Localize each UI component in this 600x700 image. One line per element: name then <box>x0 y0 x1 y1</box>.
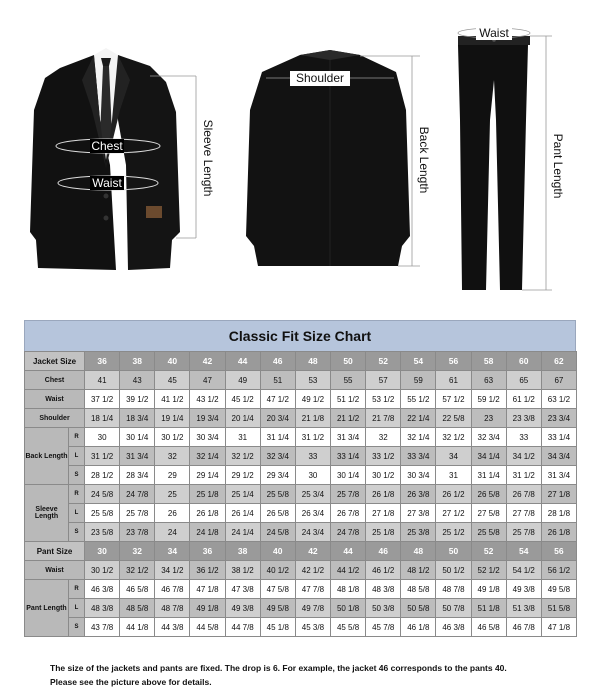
table-cell: 32 1/2 <box>120 561 155 580</box>
table-cell: 31 3/4 <box>120 447 155 466</box>
table-cell: 32 1/2 <box>225 447 260 466</box>
table-cell: 51 5/8 <box>541 599 576 618</box>
table-cell: 46 7/8 <box>155 580 190 599</box>
size-header-cell: 52 <box>366 352 401 371</box>
table-cell: 38 1/2 <box>225 561 260 580</box>
table-cell: 30 1/2 <box>85 561 120 580</box>
table-cell: 23 3/4 <box>541 409 576 428</box>
jacket-back-figure <box>246 50 431 266</box>
row-sublabel: R <box>69 428 85 447</box>
table-cell: 65 <box>506 371 541 390</box>
table-cell: 49 3/8 <box>506 580 541 599</box>
table-cell: 25 3/8 <box>401 523 436 542</box>
size-header-cell: 62 <box>541 352 576 371</box>
table-cell: 48 7/8 <box>436 580 471 599</box>
row-sublabel: L <box>69 504 85 523</box>
table-cell: 29 1/2 <box>225 466 260 485</box>
table-cell: 25 7/8 <box>331 485 366 504</box>
table-cell: 30 3/4 <box>190 428 225 447</box>
table-cell: 30 1/2 <box>155 428 190 447</box>
table-cell: 45 5/8 <box>331 618 366 637</box>
size-header-row <box>25 352 577 371</box>
size-header-label: Jacket Size <box>25 352 85 371</box>
table-cell: 46 5/8 <box>471 618 506 637</box>
table-cell: 53 1/2 <box>366 390 401 409</box>
table-cell: 26 7/8 <box>506 485 541 504</box>
table-cell: 31 3/4 <box>541 466 576 485</box>
table-cell: 29 1/4 <box>190 466 225 485</box>
table-cell: 57 1/2 <box>436 390 471 409</box>
size-header-cell: 46 <box>260 352 295 371</box>
table-cell: 21 7/8 <box>366 409 401 428</box>
table-cell: 26 3/4 <box>295 504 330 523</box>
table-cell: 31 1/2 <box>295 428 330 447</box>
table-cell: 19 1/4 <box>155 409 190 428</box>
table-cell: 32 <box>366 428 401 447</box>
table-cell: 23 5/8 <box>85 523 120 542</box>
footnote-line-1: The size of the jackets and pants are fixed. The drop is 6. For example, the jacket 46 corresponds to the pants 40. <box>50 663 507 673</box>
table-cell: 24 <box>155 523 190 542</box>
size-header-cell: 30 <box>85 542 120 561</box>
chart-title: Classic Fit Size Chart <box>24 320 576 351</box>
table-cell: 67 <box>541 371 576 390</box>
size-header-cell: 46 <box>366 542 401 561</box>
table-row <box>25 466 577 485</box>
table-cell: 30 1/4 <box>120 428 155 447</box>
table-cell: 52 1/2 <box>471 561 506 580</box>
row-sublabel: L <box>69 447 85 466</box>
table-cell: 33 <box>295 447 330 466</box>
table-cell: 50 7/8 <box>436 599 471 618</box>
table-cell: 49 7/8 <box>295 599 330 618</box>
table-cell: 19 3/4 <box>190 409 225 428</box>
row-label: Pant Length <box>25 580 69 637</box>
size-header-cell: 60 <box>506 352 541 371</box>
size-header-cell: 54 <box>401 352 436 371</box>
table-cell: 43 1/2 <box>190 390 225 409</box>
table-cell: 22 1/4 <box>401 409 436 428</box>
table-cell: 26 1/8 <box>190 504 225 523</box>
row-label: Waist <box>25 561 85 580</box>
table-cell: 51 1/8 <box>471 599 506 618</box>
table-cell: 24 5/8 <box>260 523 295 542</box>
table-cell: 48 1/2 <box>401 561 436 580</box>
table-cell: 41 1/2 <box>155 390 190 409</box>
size-header-cell: 36 <box>190 542 225 561</box>
table-cell: 49 1/2 <box>295 390 330 409</box>
table-cell: 34 1/2 <box>506 447 541 466</box>
table-cell: 46 1/2 <box>366 561 401 580</box>
table-cell: 25 1/4 <box>225 485 260 504</box>
row-label: Back Length <box>25 428 69 485</box>
table-cell: 48 3/8 <box>366 580 401 599</box>
table-cell: 24 1/8 <box>190 523 225 542</box>
table-row <box>25 618 577 637</box>
table-cell: 26 5/8 <box>260 504 295 523</box>
table-cell: 44 5/8 <box>190 618 225 637</box>
table-cell: 46 3/8 <box>436 618 471 637</box>
table-cell: 44 1/2 <box>331 561 366 580</box>
shoulder-label: Shoulder <box>295 71 345 85</box>
table-cell: 25 1/8 <box>366 523 401 542</box>
table-cell: 22 5/8 <box>436 409 471 428</box>
table-row <box>25 523 577 542</box>
table-cell: 18 3/4 <box>120 409 155 428</box>
table-cell: 48 3/8 <box>85 599 120 618</box>
size-header-row <box>25 542 577 561</box>
size-header-cell: 42 <box>190 352 225 371</box>
table-cell: 47 1/2 <box>260 390 295 409</box>
table-cell: 26 1/8 <box>366 485 401 504</box>
table-cell: 23 7/8 <box>120 523 155 542</box>
table-row <box>25 428 577 447</box>
table-cell: 27 1/8 <box>541 485 576 504</box>
sleeve-length-label: Sleeve Length <box>201 119 215 197</box>
table-cell: 45 7/8 <box>366 618 401 637</box>
table-cell: 50 1/2 <box>436 561 471 580</box>
table-cell: 48 1/8 <box>331 580 366 599</box>
table-cell: 47 1/8 <box>541 618 576 637</box>
table-cell: 25 5/8 <box>471 523 506 542</box>
table-cell: 31 1/2 <box>85 447 120 466</box>
table-cell: 23 3/8 <box>506 409 541 428</box>
table-cell: 30 1/2 <box>366 466 401 485</box>
table-cell: 25 7/8 <box>120 504 155 523</box>
back-length-label: Back Length <box>417 126 431 194</box>
size-header-cell: 36 <box>85 352 120 371</box>
table-cell: 27 3/8 <box>401 504 436 523</box>
table-cell: 49 5/8 <box>260 599 295 618</box>
garment-illustration <box>0 0 600 310</box>
table-cell: 46 7/8 <box>506 618 541 637</box>
table-cell: 26 7/8 <box>331 504 366 523</box>
table-cell: 30 <box>85 428 120 447</box>
table-cell: 51 <box>260 371 295 390</box>
size-header-cell: 48 <box>295 352 330 371</box>
size-header-cell: 44 <box>331 542 366 561</box>
size-header-cell: 32 <box>120 542 155 561</box>
size-chart <box>24 320 576 637</box>
size-header-cell: 54 <box>506 542 541 561</box>
row-sublabel: S <box>69 466 85 485</box>
table-cell: 34 1/4 <box>471 447 506 466</box>
table-cell: 56 1/2 <box>541 561 576 580</box>
waist-label-pants: Waist <box>479 26 509 40</box>
table-row <box>25 599 577 618</box>
table-cell: 46 5/8 <box>120 580 155 599</box>
table-cell: 44 3/8 <box>155 618 190 637</box>
table-cell: 26 1/8 <box>541 523 576 542</box>
table-cell: 26 1/4 <box>225 504 260 523</box>
table-cell: 63 <box>471 371 506 390</box>
size-header-cell: 38 <box>225 542 260 561</box>
size-header-cell: 50 <box>436 542 471 561</box>
table-cell: 28 3/4 <box>120 466 155 485</box>
table-row <box>25 371 577 390</box>
table-cell: 30 3/4 <box>401 466 436 485</box>
table-cell: 24 7/8 <box>331 523 366 542</box>
table-cell: 29 3/4 <box>260 466 295 485</box>
table-cell: 61 1/2 <box>506 390 541 409</box>
table-cell: 51 1/2 <box>331 390 366 409</box>
row-sublabel: R <box>69 580 85 599</box>
table-cell: 37 1/2 <box>85 390 120 409</box>
size-header-cell: 40 <box>260 542 295 561</box>
table-cell: 31 1/4 <box>260 428 295 447</box>
table-cell: 36 1/2 <box>190 561 225 580</box>
table-cell: 50 1/8 <box>331 599 366 618</box>
jacket-front-figure <box>30 48 215 270</box>
table-cell: 47 1/8 <box>190 580 225 599</box>
row-sublabel: L <box>69 599 85 618</box>
size-header-cell: 58 <box>471 352 506 371</box>
table-row <box>25 580 577 599</box>
table-cell: 31 <box>225 428 260 447</box>
table-cell: 55 <box>331 371 366 390</box>
table-cell: 26 3/8 <box>401 485 436 504</box>
pants-figure <box>458 26 565 290</box>
table-cell: 21 1/8 <box>295 409 330 428</box>
table-cell: 45 1/8 <box>260 618 295 637</box>
table-cell: 32 <box>155 447 190 466</box>
row-label: Sleeve Length <box>25 485 69 542</box>
waist-label-front: Waist <box>92 176 122 190</box>
size-header-cell: 40 <box>155 352 190 371</box>
table-cell: 26 5/8 <box>471 485 506 504</box>
row-sublabel: R <box>69 485 85 504</box>
table-cell: 32 1/4 <box>190 447 225 466</box>
table-cell: 31 1/4 <box>471 466 506 485</box>
table-cell: 28 1/8 <box>541 504 576 523</box>
row-sublabel: S <box>69 523 85 542</box>
table-row <box>25 447 577 466</box>
table-cell: 59 1/2 <box>471 390 506 409</box>
table-cell: 51 3/8 <box>506 599 541 618</box>
table-cell: 25 5/8 <box>260 485 295 504</box>
size-header-cell: 50 <box>331 352 366 371</box>
table-cell: 25 7/8 <box>506 523 541 542</box>
size-header-label: Pant Size <box>25 542 85 561</box>
table-cell: 44 1/8 <box>120 618 155 637</box>
table-cell: 55 1/2 <box>401 390 436 409</box>
table-cell: 49 3/8 <box>225 599 260 618</box>
table-cell: 49 <box>225 371 260 390</box>
table-cell: 31 <box>436 466 471 485</box>
table-row <box>25 485 577 504</box>
table-cell: 43 <box>120 371 155 390</box>
table-cell: 41 <box>85 371 120 390</box>
table-cell: 26 <box>155 504 190 523</box>
table-cell: 40 1/2 <box>260 561 295 580</box>
size-header-cell: 42 <box>295 542 330 561</box>
table-row <box>25 390 577 409</box>
size-header-cell: 52 <box>471 542 506 561</box>
table-cell: 24 1/4 <box>225 523 260 542</box>
table-row <box>25 504 577 523</box>
table-cell: 43 7/8 <box>85 618 120 637</box>
table-cell: 29 <box>155 466 190 485</box>
row-label: Chest <box>25 371 85 390</box>
table-cell: 63 1/2 <box>541 390 576 409</box>
size-header-cell: 48 <box>401 542 436 561</box>
table-cell: 23 <box>471 409 506 428</box>
table-cell: 27 1/8 <box>366 504 401 523</box>
table-cell: 45 3/8 <box>295 618 330 637</box>
table-cell: 24 7/8 <box>120 485 155 504</box>
table-cell: 54 1/2 <box>506 561 541 580</box>
footnote-line-2: Please see the picture above for details. <box>50 677 212 687</box>
table-cell: 30 1/4 <box>331 466 366 485</box>
table-cell: 59 <box>401 371 436 390</box>
table-cell: 25 5/8 <box>85 504 120 523</box>
table-cell: 33 1/2 <box>366 447 401 466</box>
table-cell: 20 3/4 <box>260 409 295 428</box>
table-cell: 48 7/8 <box>155 599 190 618</box>
table-cell: 49 1/8 <box>190 599 225 618</box>
table-cell: 28 1/2 <box>85 466 120 485</box>
table-cell: 44 7/8 <box>225 618 260 637</box>
table-cell: 24 5/8 <box>85 485 120 504</box>
table-cell: 20 1/4 <box>225 409 260 428</box>
table-cell: 33 <box>506 428 541 447</box>
table-cell: 25 1/8 <box>190 485 225 504</box>
table-cell: 48 5/8 <box>120 599 155 618</box>
table-cell: 32 3/4 <box>260 447 295 466</box>
table-cell: 53 <box>295 371 330 390</box>
size-header-cell: 38 <box>120 352 155 371</box>
table-cell: 57 <box>366 371 401 390</box>
table-cell: 18 1/4 <box>85 409 120 428</box>
table-cell: 31 3/4 <box>331 428 366 447</box>
table-cell: 31 1/2 <box>506 466 541 485</box>
table-row <box>25 561 577 580</box>
table-cell: 47 <box>190 371 225 390</box>
size-header-cell: 44 <box>225 352 260 371</box>
table-cell: 49 1/8 <box>471 580 506 599</box>
table-cell: 25 <box>155 485 190 504</box>
table-cell: 34 1/2 <box>155 561 190 580</box>
table-cell: 49 5/8 <box>541 580 576 599</box>
table-cell: 46 1/8 <box>401 618 436 637</box>
table-cell: 45 1/2 <box>225 390 260 409</box>
table-cell: 50 3/8 <box>366 599 401 618</box>
row-label: Waist <box>25 390 85 409</box>
table-cell: 33 1/4 <box>541 428 576 447</box>
row-sublabel: S <box>69 618 85 637</box>
table-cell: 34 3/4 <box>541 447 576 466</box>
table-cell: 33 3/4 <box>401 447 436 466</box>
row-label: Shoulder <box>25 409 85 428</box>
table-cell: 25 3/4 <box>295 485 330 504</box>
table-cell: 26 1/2 <box>436 485 471 504</box>
table-cell: 24 3/4 <box>295 523 330 542</box>
table-cell: 32 1/4 <box>401 428 436 447</box>
table-cell: 50 5/8 <box>401 599 436 618</box>
table-cell: 25 1/2 <box>436 523 471 542</box>
size-table <box>24 351 577 637</box>
table-cell: 27 7/8 <box>506 504 541 523</box>
table-cell: 27 5/8 <box>471 504 506 523</box>
table-cell: 21 1/2 <box>331 409 366 428</box>
table-cell: 47 7/8 <box>295 580 330 599</box>
table-cell: 39 1/2 <box>120 390 155 409</box>
chest-label: Chest <box>91 139 123 153</box>
table-cell: 27 1/2 <box>436 504 471 523</box>
pant-length-label: Pant Length <box>551 133 565 199</box>
table-cell: 30 <box>295 466 330 485</box>
table-cell: 33 1/4 <box>331 447 366 466</box>
table-cell: 34 <box>436 447 471 466</box>
table-cell: 48 5/8 <box>401 580 436 599</box>
footnote <box>50 661 507 689</box>
size-header-cell: 56 <box>541 542 576 561</box>
table-cell: 61 <box>436 371 471 390</box>
table-cell: 32 3/4 <box>471 428 506 447</box>
table-cell: 47 5/8 <box>260 580 295 599</box>
table-cell: 32 1/2 <box>436 428 471 447</box>
table-cell: 46 3/8 <box>85 580 120 599</box>
size-header-cell: 34 <box>155 542 190 561</box>
table-row <box>25 409 577 428</box>
table-cell: 47 3/8 <box>225 580 260 599</box>
table-cell: 45 <box>155 371 190 390</box>
size-header-cell: 56 <box>436 352 471 371</box>
table-cell: 42 1/2 <box>295 561 330 580</box>
